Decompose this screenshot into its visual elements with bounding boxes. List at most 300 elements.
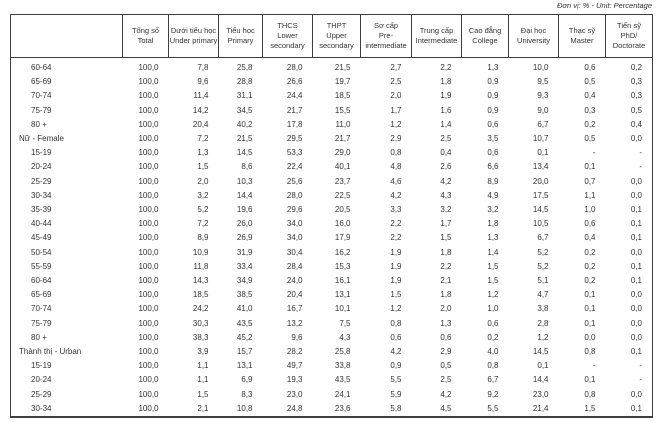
table-cell: 14,3 [192, 276, 209, 286]
table-cell: 16,2 [334, 247, 351, 257]
table-cell: 0,6 [584, 63, 596, 72]
table-cell: 2,5 [440, 375, 452, 385]
table-cell: 34,0 [286, 233, 303, 243]
table-cell: 10,3 [236, 176, 253, 186]
table-cell: 1,8 [440, 77, 452, 87]
table-cell: 23,7 [334, 176, 351, 186]
table-cell: 0,3 [584, 105, 596, 115]
table-cell: 100,0 [138, 375, 159, 385]
table-cell: 1,1 [197, 375, 209, 385]
table-cell: 3,8 [537, 304, 549, 314]
table-cell: 1,4 [487, 247, 499, 257]
table-cell: 11,4 [193, 91, 209, 101]
row-label: 75-79 [31, 318, 52, 328]
table-cell: 41,0 [236, 304, 253, 314]
table-cell: 15,5 [334, 105, 351, 115]
table-cell: 18,5 [192, 290, 209, 300]
table-cell: 24,8 [286, 403, 303, 413]
table-cell: 9,2 [487, 389, 499, 399]
table-cell: 18,5 [334, 91, 351, 101]
row-label: 35-39 [31, 205, 52, 215]
table-cell: 20,4 [286, 290, 303, 300]
table-cell: 2,9 [440, 347, 452, 357]
table-cell: 3,2 [487, 205, 499, 215]
table-cell: 7,2 [197, 134, 209, 144]
table-cell: 100,0 [138, 403, 159, 413]
table-cell: - [639, 361, 642, 371]
table-cell: 20,5 [334, 205, 351, 215]
table-cell: 2,2 [390, 219, 402, 229]
table-cell: 43,5 [334, 375, 351, 385]
table-cell: 0,0 [630, 247, 642, 257]
table-cell: 1,9 [390, 247, 402, 257]
table-cell: 4,9 [487, 190, 499, 200]
table-cell: 9,6 [197, 77, 209, 87]
row-label: 15-19 [31, 148, 52, 158]
table-cell: 100,0 [138, 318, 159, 328]
table-cell: 0,1 [584, 304, 596, 314]
table-cell: 23,0 [532, 389, 549, 399]
table-cell: 23,6 [334, 403, 351, 413]
row-label: 55-59 [31, 261, 52, 271]
table-cell: 1,1 [197, 361, 209, 371]
table-cell: 24,1 [334, 389, 351, 399]
table-cell: 0,1 [537, 148, 549, 158]
table-cell: 0,0 [630, 134, 642, 144]
table-cell: 1,4 [440, 119, 452, 129]
row-label: 80 + [31, 332, 47, 342]
table-cell: 15,3 [334, 261, 351, 271]
table-cell: 23,0 [286, 389, 303, 399]
table-cell: 13,1 [236, 361, 253, 371]
table-cell: 0,6 [487, 148, 499, 158]
table-row [11, 203, 653, 217]
table-cell: 0,1 [584, 162, 596, 172]
table-cell: 1,8 [440, 247, 452, 257]
table-row [11, 231, 653, 245]
table-cell: 20,0 [532, 176, 549, 186]
table-cell: 1,0 [584, 205, 596, 215]
table-cell: 1,5 [487, 261, 499, 271]
table-cell: 100,0 [138, 190, 159, 200]
table-row [11, 146, 653, 160]
table-cell: 21,5 [334, 63, 351, 72]
table-cell: 13,4 [532, 162, 549, 172]
table-cell: 3,3 [390, 205, 402, 215]
table-cell: 31,1 [236, 91, 253, 101]
table-cell: 2,1 [440, 276, 452, 286]
table-cell: 1,5 [440, 233, 452, 243]
table-cell: 0,6 [487, 318, 499, 328]
column-header: Thạc sỹ Master [559, 15, 606, 58]
table-cell: 100,0 [138, 162, 159, 172]
table-row [11, 58, 653, 76]
table-cell: 4,8 [390, 162, 402, 172]
row-label: Nữ - Female [19, 134, 64, 144]
table-cell: 10,9 [192, 247, 209, 257]
table-cell: 0,4 [584, 91, 596, 101]
table-cell: 1,3 [487, 63, 499, 72]
table-cell: 17,8 [286, 119, 303, 129]
table-cell: 5,5 [390, 375, 402, 385]
table-cell: 2,2 [440, 261, 452, 271]
table-cell: 14,4 [236, 190, 253, 200]
table-cell: 0,6 [390, 332, 402, 342]
table-cell: 0,1 [630, 276, 642, 286]
column-header: Trung cấp Intermediate [412, 15, 462, 58]
table-cell: 0,8 [584, 389, 596, 399]
table-cell: - [592, 148, 596, 158]
table-cell: 40,2 [236, 119, 253, 129]
table-cell: 1,6 [440, 105, 452, 115]
column-header: Đại học University [509, 15, 559, 58]
table-cell: 1,5 [197, 162, 209, 172]
table-cell: 0,1 [630, 233, 642, 243]
table-cell: 0,0 [630, 290, 642, 300]
row-label: 65-69 [31, 290, 52, 300]
table-cell: 1,7 [390, 105, 402, 115]
table-row [11, 274, 653, 288]
table-cell: 100,0 [138, 261, 159, 271]
table-cell: 34,5 [236, 105, 253, 115]
table-cell: 21,7 [334, 134, 351, 144]
table-row [11, 260, 653, 274]
table-cell: 4,7 [537, 290, 549, 300]
table-cell: 0,1 [584, 290, 596, 300]
table-cell: 14,2 [192, 105, 209, 115]
table-cell: 28,0 [286, 63, 303, 72]
row-label: 20-24 [31, 162, 52, 172]
row-label: Thành thị - Urban [19, 347, 82, 357]
table-cell: 4,2 [440, 176, 452, 186]
table-cell: 100,0 [138, 290, 159, 300]
table-cell: 1,2 [390, 304, 402, 314]
table-cell: 0,9 [487, 77, 499, 87]
table-cell: 0,3 [630, 77, 642, 87]
table-cell: 100,0 [138, 63, 159, 72]
table-cell: 3,2 [197, 190, 209, 200]
table-cell: 25,8 [236, 63, 253, 72]
table-cell: 21,7 [286, 105, 303, 115]
table-row [11, 118, 653, 132]
table-cell: 34,0 [286, 219, 303, 229]
table-cell: 3,9 [197, 347, 209, 357]
table-cell: 1,9 [390, 276, 402, 286]
table-cell: 0,1 [584, 375, 596, 385]
table-cell: 8,9 [487, 176, 499, 186]
table-cell: 5,2 [197, 205, 209, 215]
table-cell: - [639, 375, 642, 385]
table-cell: 1,9 [440, 91, 452, 101]
table-cell: 2,9 [390, 134, 402, 144]
table-cell: - [592, 361, 596, 371]
row-label: 75-79 [31, 105, 52, 115]
table-cell: 1,3 [197, 148, 209, 158]
table-cell: 11,8 [193, 261, 209, 271]
table-cell: 29,6 [286, 205, 303, 215]
table-cell: 7,5 [339, 318, 351, 328]
table-body [11, 58, 653, 418]
table-cell: 4,6 [390, 176, 402, 186]
column-header: Tiến sỹ PhD/​Doctorate [606, 15, 653, 58]
table-cell: 2,1 [197, 403, 209, 413]
table-cell: 0,1 [630, 205, 642, 215]
table-cell: 28,8 [236, 77, 253, 87]
table-cell: 100,0 [138, 276, 159, 286]
table-cell: 10,8 [236, 403, 253, 413]
table-row [11, 104, 653, 118]
table-cell: 24,4 [286, 91, 303, 101]
table-cell: 1,2 [537, 332, 549, 342]
table-cell: 19,3 [286, 375, 303, 385]
table-row [11, 317, 653, 331]
row-label: 70-74 [31, 91, 52, 101]
row-label: 30-34 [31, 190, 52, 200]
table-cell: 100,0 [138, 134, 159, 144]
table-cell: 49,7 [286, 361, 303, 371]
column-header: Tiểu học Primary [219, 15, 263, 58]
table-cell: 0,3 [630, 91, 642, 101]
table-cell: 2,5 [390, 77, 402, 87]
table-cell: 1,7 [440, 219, 452, 229]
table-cell: 33,8 [334, 361, 351, 371]
column-header: Tổng số Total [123, 15, 169, 58]
table-cell: - [639, 148, 642, 158]
table-cell: 14,5 [236, 148, 253, 158]
table-row [11, 132, 653, 146]
education-attainment-table [10, 14, 653, 418]
table-row [11, 288, 653, 302]
table-cell: 0,5 [630, 105, 642, 115]
table-cell: 2,0 [390, 91, 402, 101]
table-cell: 45,2 [236, 332, 253, 342]
table-row [11, 246, 653, 260]
column-header: Cao đẳng College [462, 15, 509, 58]
table-cell: 16,0 [334, 219, 351, 229]
table-cell: 0,6 [584, 219, 596, 229]
table-cell: 8,6 [241, 162, 253, 172]
table-cell: 31,9 [236, 247, 253, 257]
header-row [11, 15, 653, 58]
table-cell: 0,9 [390, 361, 402, 371]
table-cell: 19,7 [334, 77, 351, 87]
table-cell: 100,0 [138, 91, 159, 101]
table-cell: 14,4 [532, 375, 549, 385]
column-header: THCS Lower secondary [263, 15, 313, 58]
table-cell: 100,0 [138, 347, 159, 357]
table-cell: 6,7 [537, 233, 549, 243]
table-cell: 0,2 [584, 276, 596, 286]
table-row [11, 160, 653, 174]
table-cell: 1,1 [584, 190, 596, 200]
table-cell: 0,9 [487, 105, 499, 115]
table-cell: 9,3 [537, 91, 549, 101]
table-cell: 7,2 [197, 219, 209, 229]
table-cell: 1,3 [440, 318, 452, 328]
table-cell: 7,8 [197, 63, 209, 72]
table-cell: 0,2 [584, 261, 596, 271]
table-cell: 0,0 [630, 190, 642, 200]
row-label: 80 + [31, 119, 47, 129]
table-cell: 0,1 [630, 261, 642, 271]
row-label: 60-64 [31, 276, 52, 286]
table-cell: 0,1 [630, 219, 642, 229]
table-cell: 0,5 [584, 134, 596, 144]
table-row [11, 402, 653, 417]
row-label: 15-19 [31, 361, 52, 371]
table-cell: 9,6 [291, 332, 303, 342]
table-cell: 0,0 [630, 389, 642, 399]
table-cell: 0,4 [440, 148, 452, 158]
table-cell: 0,6 [487, 119, 499, 129]
row-label: 20-24 [31, 375, 52, 385]
table-cell: 0,8 [390, 318, 402, 328]
table-cell: 5,1 [537, 276, 549, 286]
table-cell: 21,4 [532, 403, 549, 413]
table-cell: - [639, 162, 642, 172]
table-cell: 100,0 [138, 105, 159, 115]
table-cell: 4,2 [440, 389, 452, 399]
table-cell: 0,1 [630, 403, 642, 413]
table-cell: 8,9 [197, 233, 209, 243]
table-cell: 38,5 [236, 290, 253, 300]
table-cell: 4,3 [440, 190, 452, 200]
table-cell: 0,4 [584, 233, 596, 243]
table-cell: 24,2 [192, 304, 209, 314]
table-cell: 25,8 [334, 347, 351, 357]
table-cell: 22,4 [286, 162, 303, 172]
table-cell: 1,8 [487, 219, 499, 229]
table-row [11, 302, 653, 316]
table-row [11, 359, 653, 373]
table-cell: 29,5 [286, 134, 303, 144]
table-cell: 13,1 [334, 290, 351, 300]
table-cell: 100,0 [138, 119, 159, 129]
table-cell: 0,2 [630, 63, 642, 72]
row-label: 30-34 [31, 403, 52, 413]
table-cell: 0,6 [440, 332, 452, 342]
table-cell: 2,2 [390, 233, 402, 243]
table-cell: 100,0 [138, 304, 159, 314]
table-cell: 29,0 [334, 148, 351, 158]
table-cell: 2,2 [440, 63, 452, 72]
table-cell: 0,8 [584, 347, 596, 357]
table-cell: 17,5 [532, 190, 549, 200]
row-label: 45-49 [31, 233, 52, 243]
table-cell: 0,9 [487, 91, 499, 101]
table-cell: 10,1 [334, 304, 351, 314]
table-cell: 30,4 [286, 247, 303, 257]
table-cell: 0,5 [440, 361, 452, 371]
table-cell: 34,9 [236, 276, 253, 286]
row-label: 25-29 [31, 389, 52, 399]
table-cell: 0,1 [630, 347, 642, 357]
table-row [11, 175, 653, 189]
table-cell: 0,1 [537, 361, 549, 371]
column-header: Dưới tiểu học Under primary [169, 15, 219, 58]
table-cell: 5,9 [390, 389, 402, 399]
table-cell: 26,0 [236, 219, 253, 229]
table-cell: 22,5 [334, 190, 351, 200]
table-cell: 40,1 [334, 162, 351, 172]
table-cell: 6,7 [487, 375, 499, 385]
table-cell: 0,0 [630, 318, 642, 328]
table-cell: 8,3 [241, 389, 253, 399]
table-cell: 14,5 [532, 347, 549, 357]
table-cell: 4,3 [339, 332, 351, 342]
table-cell: 30,3 [192, 318, 209, 328]
table-cell: 0,0 [584, 332, 596, 342]
table-cell: 100,0 [138, 389, 159, 399]
table-cell: 5,5 [487, 403, 499, 413]
table-row [11, 331, 653, 345]
table-cell: 14,5 [532, 205, 549, 215]
table-cell: 6,6 [487, 162, 499, 172]
table-cell: 2,7 [390, 63, 402, 72]
table-cell: 5,8 [390, 403, 402, 413]
table-row [11, 388, 653, 402]
table-cell: 0,2 [584, 247, 596, 257]
table-cell: 1,5 [197, 389, 209, 399]
table-cell: 2,6 [440, 162, 452, 172]
table-cell: 15,7 [236, 347, 253, 357]
table-cell: 5,2 [537, 247, 549, 257]
table-cell: 1,5 [487, 276, 499, 286]
table-cell: 100,0 [138, 205, 159, 215]
column-header: Sơ cấp Pre-intermediate [361, 15, 412, 58]
table-cell: 0,0 [630, 332, 642, 342]
table-cell: 0,8 [487, 361, 499, 371]
table-cell: 2,8 [537, 318, 549, 328]
table-cell: 11,0 [335, 119, 351, 129]
table-cell: 38,3 [192, 332, 209, 342]
table-row [11, 345, 653, 359]
table-cell: 4,2 [390, 190, 402, 200]
table-cell: 25,6 [286, 176, 303, 186]
table-cell: 1,2 [487, 290, 499, 300]
table-row [11, 373, 653, 387]
table-cell: 43,5 [236, 318, 253, 328]
row-label: 65-69 [31, 77, 52, 87]
table-cell: 10,7 [532, 134, 549, 144]
table-cell: 1,0 [487, 304, 499, 314]
table-cell: 4,2 [390, 347, 402, 357]
table-cell: 1,5 [390, 290, 402, 300]
table-cell: 0,2 [584, 119, 596, 129]
table-cell: 26,9 [236, 233, 253, 243]
table-cell: 6,7 [537, 119, 549, 129]
table-row [11, 75, 653, 89]
row-label: 70-74 [31, 304, 52, 314]
table-cell: 16,1 [334, 276, 351, 286]
table-cell: 28,4 [286, 261, 303, 271]
table-cell: 100,0 [138, 77, 159, 87]
table-cell: 17,9 [334, 233, 351, 243]
table-cell: 100,0 [138, 176, 159, 186]
table-cell: 2,0 [440, 304, 452, 314]
table-cell: 19,6 [236, 205, 253, 215]
table-cell: 10,5 [532, 219, 549, 229]
table-cell: 5,2 [537, 261, 549, 271]
table-cell: 2,0 [197, 176, 209, 186]
table-cell: 100,0 [138, 361, 159, 371]
table-cell: 3,5 [487, 134, 499, 144]
table-cell: 26,6 [286, 77, 303, 87]
table-cell: 9,0 [537, 105, 549, 115]
table-cell: 20,4 [192, 119, 209, 129]
table-cell: 0,2 [487, 332, 499, 342]
table-row [11, 217, 653, 231]
